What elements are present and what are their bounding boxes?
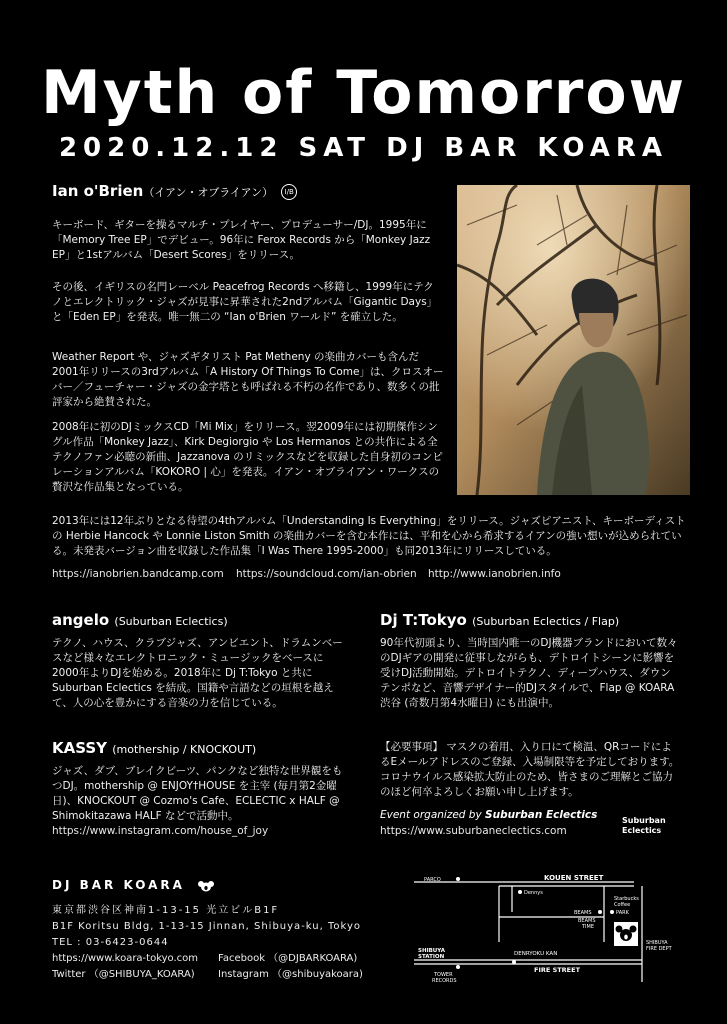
angelo-bio: テクノ、ハウス、クラブジャズ、アンビエント、ドラムンベースなど様々なエレクトロニック・ミュージックをベースに 2000年よりDJを始める。2018年に Dj T:Tokyo と共に Suburban Eclectics を結成。国籍や言語などの垣根を越えて、人の心を豊かにする音楽の力を信じている。	[52, 637, 343, 709]
map-marker	[456, 965, 460, 969]
venue-instagram[interactable]: Instagram （@shibuyakoara)	[218, 969, 363, 980]
artist-name: Ian o'Brien	[52, 182, 144, 200]
map-label-fire-dept: SHIBUYA	[646, 940, 668, 946]
artist-photo-image	[457, 185, 690, 495]
artist-name: Dj T:Tokyo	[380, 611, 467, 629]
map-label-tower: TOWER	[434, 972, 453, 978]
venue-twitter[interactable]: Twitter （@SHIBUYA_KOARA)	[52, 969, 195, 980]
map-label-kouen: KOUEN STREET	[544, 874, 604, 882]
map-marker	[512, 960, 516, 964]
venue-koala-marker	[614, 922, 638, 946]
organizer-line	[380, 808, 597, 822]
event-date-venue: 2020.12.12 SAT DJ BAR KOARA	[58, 133, 669, 163]
map-label-fire-dept-2: FIRE DEPT	[646, 946, 672, 952]
map-label-denryoku: DENRYOKU KAN	[514, 951, 558, 957]
venue-name: DJ BAR KOARA	[52, 878, 185, 892]
ian-bio-2: その後、イギリスの名門レーベル Peacefrog Records へ移籍し、1999年にテクノとエレクトリック・ジャズが見事に昇華された2ndアルバム「Gigantic Days」と「Eden EP」を発表。唯一無二の “Ian o'Brien ワールド” を確立した。	[52, 281, 438, 323]
artist-heading-kassy	[52, 738, 256, 760]
map-label-fire-street: FIRE STREET	[534, 966, 581, 974]
map-label-coffee: Coffee	[614, 902, 631, 908]
venue-address-jp: 東京都渋谷区神南1-13-15 光立ビルB1F	[52, 905, 280, 916]
ian-bio-1: キーボード、ギターを操るマルチ・プレイヤー、プロデューサー/DJ。1995年に「Memory Tree EP」でデビュー。96年に Ferox Records から「Monkey Jazz EP」と1stアルバム「Desert Scores」をリリース。	[52, 219, 431, 261]
venue-address-en: B1F Koritsu Bldg, 1-13-15 Jinnan, Shibuya-ku, Tokyo	[52, 921, 361, 932]
map-label-beams-time: BEAMS	[578, 918, 596, 924]
logo-line-1: Suburban	[622, 816, 666, 825]
artist-heading-djt	[380, 610, 619, 632]
organizer-prefix: Event organized by	[380, 809, 482, 821]
map-label-station: STATION	[418, 954, 445, 960]
link-kassy-instagram[interactable]: https://www.instagram.com/house_of_joy	[52, 825, 269, 837]
ian-bio-3: Weather Report や、ジャズギタリスト Pat Metheny の楽曲カバーも含んだ2001年リリースの3rdアルバム「A History Of Things To Come」は、クロスオーバー／フューチャー・ジャズの金字塔とも呼ばれる不朽の名作であり、数多くの批評家から絶賛された。	[52, 351, 444, 408]
artist-crew: (Suburban Eclectics)	[114, 615, 228, 628]
map-marker	[456, 877, 460, 881]
link-bandcamp[interactable]: https://ianobrien.bandcamp.com	[52, 568, 224, 580]
artist-crew: (mothership / KNOCKOUT)	[112, 743, 257, 756]
artist-photo	[457, 185, 690, 495]
artist-heading-ian	[52, 181, 297, 203]
link-soundcloud[interactable]: https://soundcloud.com/ian-obrien	[236, 568, 417, 580]
event-title: Myth of Tomorrow	[40, 58, 687, 128]
map-label-park: PARK	[616, 910, 629, 916]
artist-name: KASSY	[52, 739, 108, 757]
link-organizer[interactable]: https://www.suburbaneclectics.com	[380, 825, 567, 837]
map-label-shibuya-station: SHIBUYA	[418, 948, 445, 954]
map-label-starbucks: Starbucks	[614, 896, 639, 902]
venue-map	[414, 872, 684, 987]
venue-facebook[interactable]: Facebook （@DJBARKOARA)	[218, 953, 358, 964]
map-label-beams: BEAMS	[574, 910, 592, 916]
artist-name: angelo	[52, 611, 110, 629]
koala-icon	[198, 880, 214, 892]
map-marker	[610, 910, 614, 914]
artist-crew: (Suburban Eclectics / Flap)	[472, 615, 620, 628]
map-marker	[598, 910, 602, 914]
map-label-dennys: Dennys	[524, 890, 543, 896]
artist-heading-angelo	[52, 610, 228, 632]
venue-website[interactable]: https://www.koara-tokyo.com	[52, 953, 199, 964]
map-label-time: TIME	[582, 924, 595, 930]
venue-name-row	[52, 878, 214, 892]
map-label-parco: PARCO	[424, 877, 441, 883]
organizer-name: Suburban Eclectics	[485, 809, 598, 821]
kassy-bio: ジャズ、ダブ、ブレイクビーツ、パンクなど独特な世界観をもつDJ。mothership @ ENJOY†HOUSE を主宰 (毎月第2金曜日)、KNOCKOUT @ Cozmo's Cafe、ECLECTIC x HALF @ Shimokitazawa HALF などで活動中。	[52, 765, 343, 822]
logo-line-2: Eclectics	[622, 826, 662, 835]
djt-bio: 90年代初頭より、当時国内唯一のDJ機器ブランドにおいて数々のDJギアの開発に従事しながらも、デトロイトシーンに影響を受けDJ活動開始。デトロイトテクノ、ディープハウス、ダウンテンポなど、音響デザイナー的DJスタイルで、Flap @ KOARA 渋谷 (奇数月第4水曜日) にも出演中。	[380, 637, 678, 709]
venue-tel: TEL : 03-6423-0644	[52, 937, 169, 948]
covid-notice: 【必要事項】 マスクの着用、入り口にて検温、QRコードによるEメールアドレスのご登録、入場制限等を予定しております。コロナウイルス感染拡大防止のため、皆さまのご理解とご協力のほど何卒よろしくお願い申し上げます。	[380, 741, 680, 798]
link-official-site[interactable]: http://www.ianobrien.info	[428, 568, 561, 580]
ib-logo-icon: I/B	[281, 184, 297, 200]
map-label-records: RECORDS	[432, 978, 457, 984]
map-marker	[518, 890, 522, 894]
ian-bio-5: 2013年には12年ぶりとなる待望の4thアルバム「Understanding Is Everything」をリリース。ジャズピアニスト、キーボーディストの Herbie Hancock や Lonnie Liston Smith の楽曲カバーを含む本作には、平和を心から希求するイアンの強い想いが込められている。未発表バージョン曲を収録した作品集「I Was There 1995-2000」も同2013年にリリースしている。	[52, 515, 686, 557]
ian-bio-4: 2008年に初のDJミックスCD「Mi Mix」をリリース。翌2009年には初期傑作シングル作品「Monkey Jazz」、Kirk Degiorgio や Los Hermanos との共作による全テクノファン必聴の新曲、Jazzanova のリミックスなどを収録した自身初のコンピレーションアルバム「KOKORO | 心」を発表。イアン・オブライアン・ワークスの贅沢な作品集となっている。	[52, 421, 443, 493]
artist-kana: （イアン・オブライアン）	[143, 186, 274, 199]
suburban-eclectics-logo	[622, 816, 666, 836]
